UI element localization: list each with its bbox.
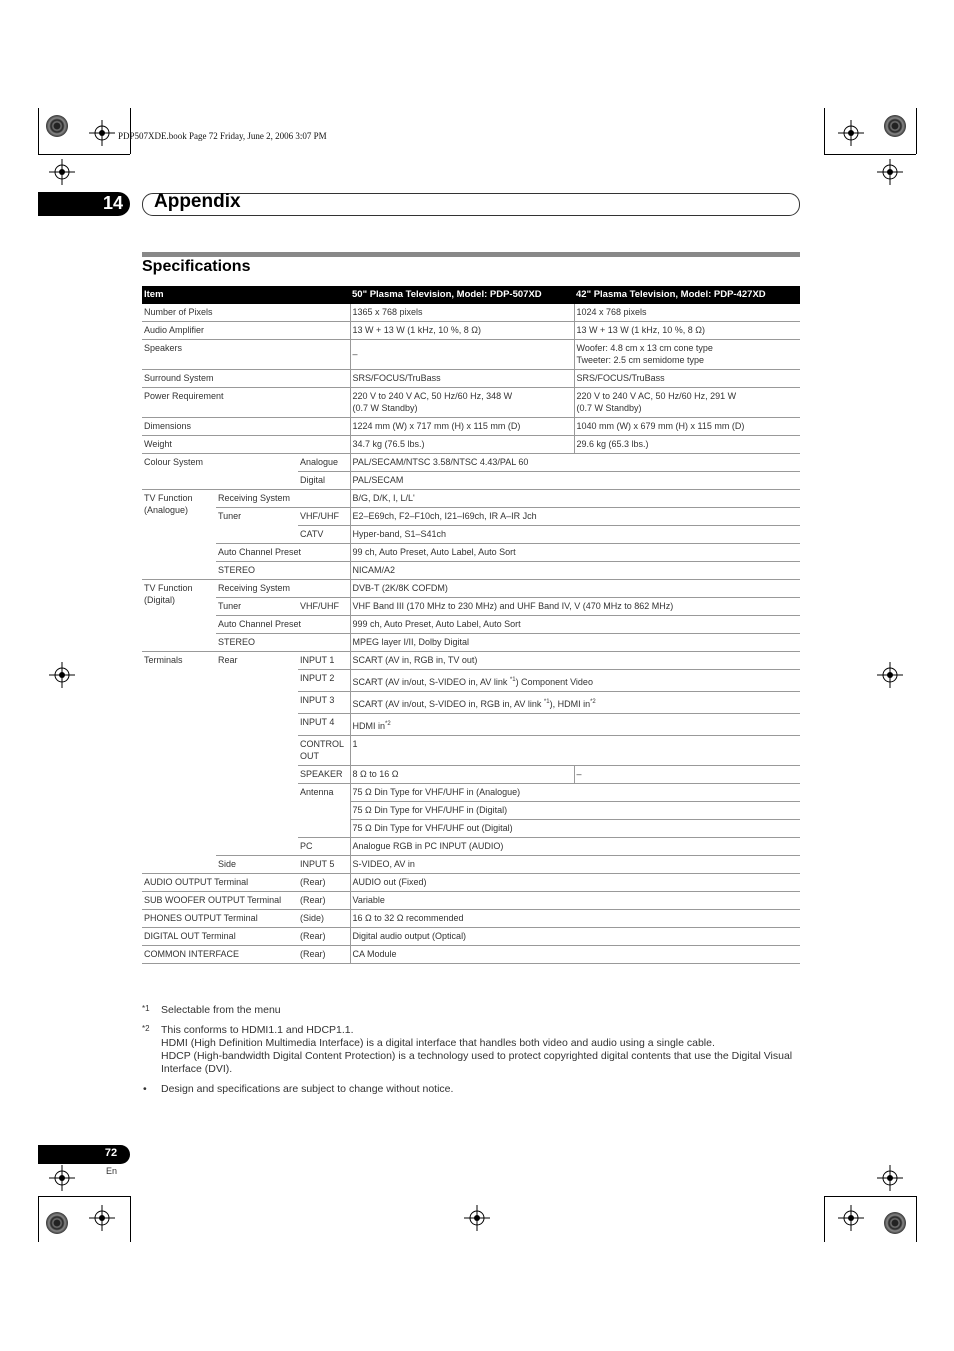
- table-row: Antenna 75 Ω Din Type for VHF/UHF in (Analogue): [142, 784, 800, 802]
- section-title: Specifications: [142, 258, 251, 275]
- chapter-number: 14: [102, 193, 124, 213]
- crosshair-mark-icon: [877, 1165, 903, 1191]
- table-header: [142, 286, 800, 304]
- rosette-mark-icon: [46, 1212, 68, 1234]
- table-row: TV Function (Analogue) Receiving System B/G, D/K, I, L/L': [142, 490, 800, 508]
- table-row: Audio Amplifier 13 W + 13 W (1 kHz, 10 %, 8 Ω) 13 W + 13 W (1 kHz, 10 %, 8 Ω): [142, 322, 800, 340]
- header-item: Item: [142, 286, 350, 304]
- table-row: Power Requirement 220 V to 240 V AC, 50 Hz/60 Hz, 348 W (0.7 W Standby) 220 V to 240 V AC, 50 Hz/60 Hz, 291 W (0.7 W Standby): [142, 388, 800, 418]
- table-row: CONTROL OUT 1: [142, 736, 800, 766]
- table-row: CATV Hyper-band, S1–S41ch: [142, 526, 800, 544]
- crosshair-mark-icon: [877, 662, 903, 688]
- table-row: 75 Ω Din Type for VHF/UHF out (Digital): [142, 820, 800, 838]
- crosshair-mark-icon: [877, 159, 903, 185]
- footnote-1: *1 Selectable from the menu: [142, 1004, 281, 1016]
- header-42: 42" Plasma Television, Model: PDP-427XD: [574, 286, 800, 304]
- table-row: Terminals Rear INPUT 1 SCART (AV in, RGB in, TV out): [142, 652, 800, 670]
- crosshair-mark-icon: [464, 1205, 490, 1231]
- table-row: Digital PAL/SECAM: [142, 472, 800, 490]
- table-row: Tuner VHF/UHF E2–E69ch, F2–F10ch, I21–I69ch, IR A–IR Jch: [142, 508, 800, 526]
- page-number: 72: [104, 1147, 118, 1159]
- crosshair-mark-icon: [49, 662, 75, 688]
- rosette-mark-icon: [884, 115, 906, 137]
- table-row: SPEAKER 8 Ω to 16 Ω –: [142, 766, 800, 784]
- table-row: DIGITAL OUT Terminal (Rear) Digital audio output (Optical): [142, 928, 800, 946]
- table-row: INPUT 3 SCART (AV in/out, S-VIDEO in, RGB in, AV link $^{*1}$), HDMI $in^{*2}$: [142, 692, 800, 714]
- section-rule: [142, 252, 800, 257]
- crosshair-mark-icon: [49, 1165, 75, 1191]
- table-row: STEREO MPEG layer I/II, Dolby Digital: [142, 634, 800, 652]
- table-row: Speakers – Woofer: 4.8 cm x 13 cm cone type Tweeter: 2.5 cm semidome type: [142, 340, 800, 370]
- table-row: 75 Ω Din Type for VHF/UHF in (Digital): [142, 802, 800, 820]
- table-row: Side INPUT 5 S-VIDEO, AV in: [142, 856, 800, 874]
- table-row: Number of Pixels 1365 x 768 pixels 1024 x 768 pixels: [142, 304, 800, 322]
- table-row: PC Analogue RGB in PC INPUT (AUDIO): [142, 838, 800, 856]
- crosshair-mark-icon: [838, 1205, 864, 1231]
- page-language: En: [106, 1166, 118, 1176]
- crosshair-mark-icon: [838, 120, 864, 146]
- table-row: Tuner VHF/UHF VHF Band III (170 MHz to 230 MHz) and UHF Band IV, V (470 MHz to 862 MHz): [142, 598, 800, 616]
- bullet-note: • Design and specifications are subject to change without notice.: [143, 1083, 454, 1095]
- footnote-2: *2 This conforms to HDMI1.1 and HDCP1.1. HDMI (High Definition Multimedia Interface) is a digital interface that handles both video and audio using a single cable. HDCP (High-bandwidth Digital Content Protection) is a technology used to protect copyrighted digital contents that use the Digital Visual Interface (DVI).: [142, 1024, 793, 1075]
- table-row: STEREO NICAM/A2: [142, 562, 800, 580]
- table-row: Weight 34.7 kg (76.5 lbs.) 29.6 kg (65.3 lbs.): [142, 436, 800, 454]
- table-row: COMMON INTERFACE (Rear) CA Module: [142, 946, 800, 964]
- crosshair-mark-icon: [89, 1205, 115, 1231]
- table-row: Auto Channel Preset 99 ch, Auto Preset, Auto Label, Auto Sort: [142, 544, 800, 562]
- rosette-mark-icon: [884, 1212, 906, 1234]
- chapter-title: Appendix: [154, 191, 241, 212]
- table-row: Colour System Analogue PAL/SECAM/NTSC 3.58/NTSC 4.43/PAL 60: [142, 454, 800, 472]
- table-row: INPUT 2 SCART (AV in/out, S-VIDEO in, AV link $^{*1}$) Component Video: [142, 670, 800, 692]
- table-row: TV Function (Digital) Receiving System DVB-T (2K/8K COFDM): [142, 580, 800, 598]
- table-row: INPUT 4 HDMI $in^{*2}$: [142, 714, 800, 736]
- table-row: SUB WOOFER OUTPUT Terminal (Rear) Variable: [142, 892, 800, 910]
- crosshair-mark-icon: [49, 159, 75, 185]
- header-50: 50" Plasma Television, Model: PDP-507XD: [350, 286, 574, 304]
- table-row: PHONES OUTPUT Terminal (Side) 16 Ω to 32 Ω recommended: [142, 910, 800, 928]
- crosshair-mark-icon: [89, 120, 115, 146]
- table-row: AUDIO OUTPUT Terminal (Rear) AUDIO out (Fixed): [142, 874, 800, 892]
- table-row: Surround System SRS/FOCUS/TruBass SRS/FOCUS/TruBass: [142, 370, 800, 388]
- file-info: PDP507XDE.book Page 72 Friday, June 2, 2006 3:07 PM: [118, 131, 327, 141]
- spec-table: [142, 286, 800, 964]
- footnotes: [142, 1004, 802, 1103]
- rosette-mark-icon: [46, 115, 68, 137]
- table-row: Auto Channel Preset 999 ch, Auto Preset, Auto Label, Auto Sort: [142, 616, 800, 634]
- table-row: Dimensions 1224 mm (W) x 717 mm (H) x 115 mm (D) 1040 mm (W) x 679 mm (H) x 115 mm (D): [142, 418, 800, 436]
